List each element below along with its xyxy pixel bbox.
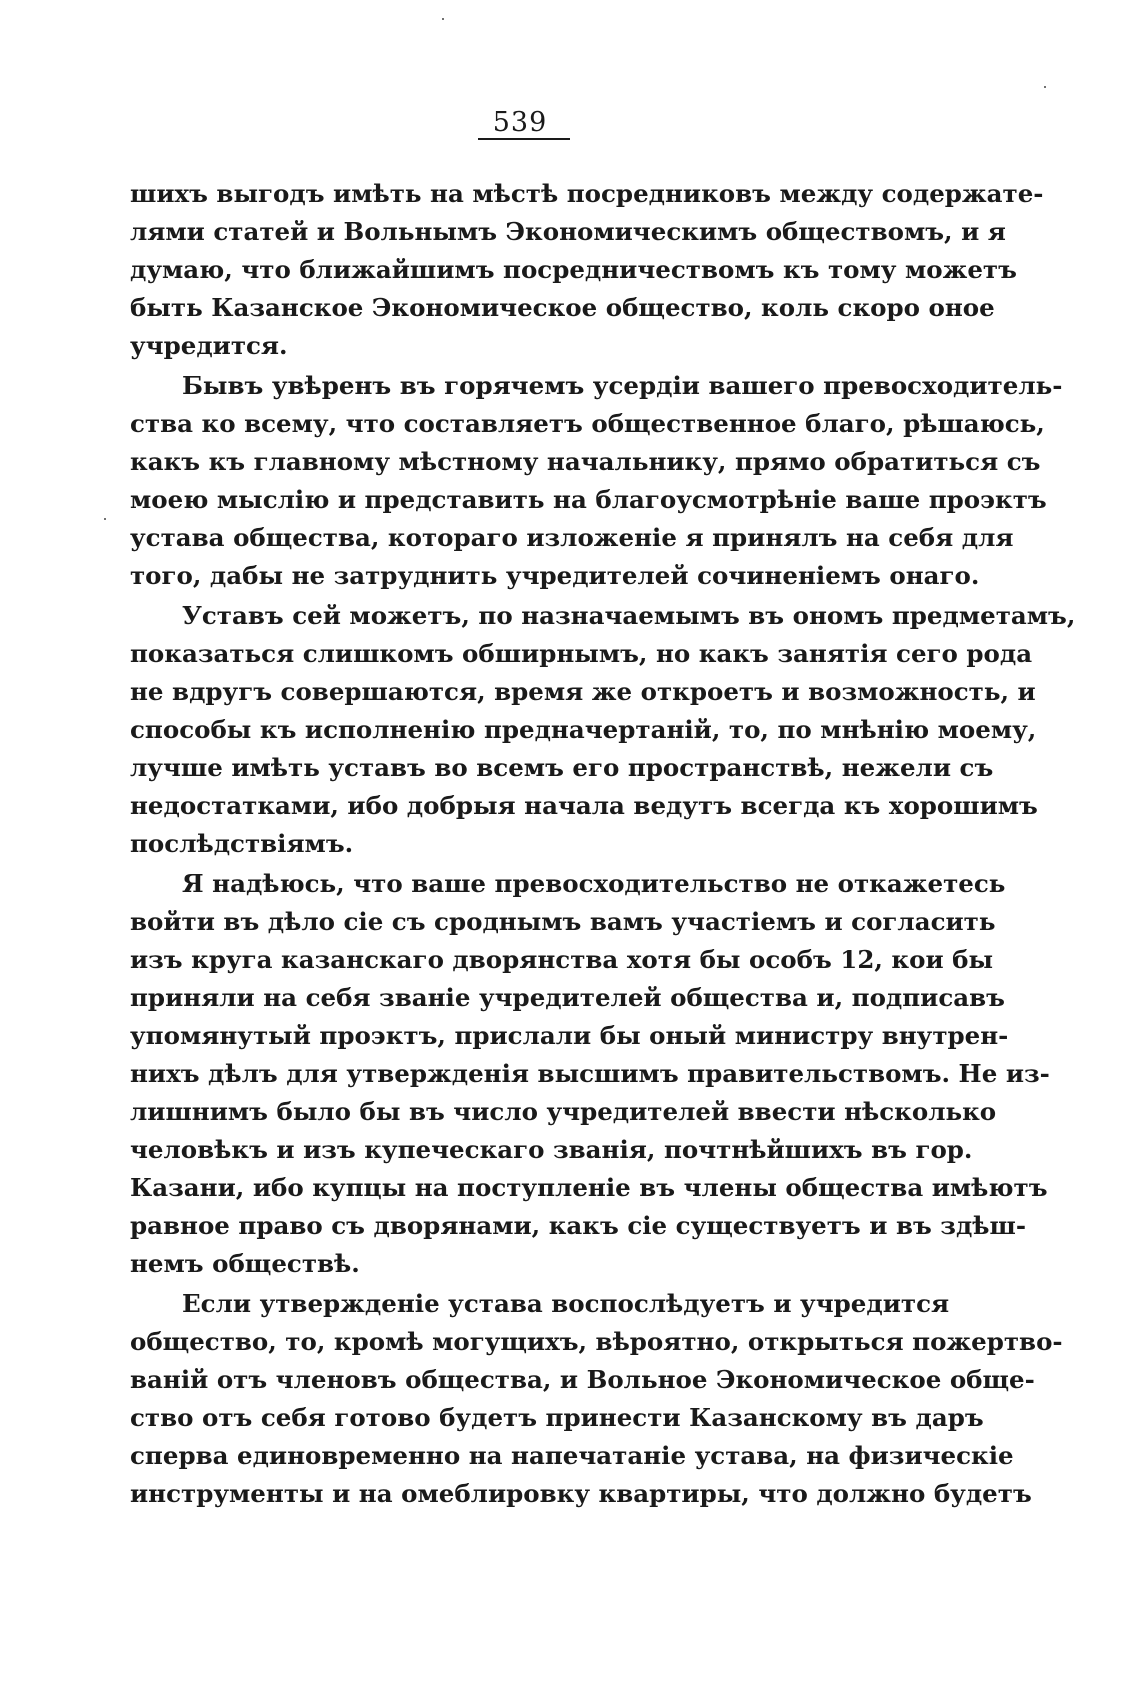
- text-line: способы къ исполненію предначертаній, то, по мнѣнію моему,: [130, 715, 1037, 744]
- text-line: сперва единовременно на напечатаніе устава, на физическіе: [130, 1441, 1014, 1470]
- scan-speck: [104, 518, 106, 520]
- text-line: показаться слишкомъ обширнымъ, но какъ занятія сего рода: [130, 639, 1033, 668]
- page-number: 539: [492, 107, 548, 138]
- text-line: недостатками, ибо добрыя начала ведутъ всегда къ хорошимъ: [130, 791, 1038, 820]
- text-line: лями статей и Вольнымъ Экономическимъ обществомъ, и я: [130, 217, 1006, 246]
- text-line: приняли на себя званіе учредителей общества и, подписавъ: [130, 983, 1005, 1012]
- text-line: изъ круга казанскаго дворянства хотя бы особъ 12, кои бы: [130, 945, 994, 974]
- text-line: думаю, что ближайшимъ посредничествомъ къ тому можетъ: [130, 255, 1017, 284]
- text-line: упомянутый проэктъ, прислали бы оный министру внутрен-: [130, 1021, 1009, 1050]
- text-line: общество, то, кромѣ могущихъ, вѣроятно, открыться пожертво-: [130, 1327, 1063, 1356]
- text-line: войти въ дѣло сіе съ сроднымъ вамъ участіемъ и согласить: [130, 907, 996, 936]
- scan-speck: [1044, 86, 1046, 88]
- paragraph-first-line: Уставъ сей можетъ, по назначаемымъ въ ономъ предметамъ,: [182, 601, 1076, 630]
- text-line: инструменты и на омеблировку квартиры, что должно будетъ: [130, 1479, 1032, 1508]
- text-line: того, дабы не затруднить учредителей сочиненіемъ онаго.: [130, 561, 980, 590]
- text-line: нихъ дѣлъ для утвержденія высшимъ правительствомъ. Не из-: [130, 1059, 1050, 1088]
- text-line: ство отъ себя готово будетъ принести Казанскому въ даръ: [130, 1403, 984, 1432]
- text-line: учредится.: [130, 331, 288, 360]
- text-line: равное право съ дворянами, какъ сіе существуетъ и въ здѣш-: [130, 1211, 1026, 1240]
- paragraph-first-line: Бывъ увѣренъ въ горячемъ усердіи вашего превосходитель-: [182, 371, 1063, 400]
- text-line: Казани, ибо купцы на поступленіе въ члены общества имѣютъ: [130, 1173, 1048, 1202]
- text-line: лучше имѣть уставъ во всемъ его пространствѣ, нежели съ: [130, 753, 994, 782]
- paragraph-first-line: Я надѣюсь, что ваше превосходительство не откажетесь: [182, 869, 1006, 898]
- text-line: быть Казанское Экономическое общество, коль скоро оное: [130, 293, 995, 322]
- body-text: [130, 175, 1076, 1513]
- text-line: человѣкъ и изъ купеческаго званія, почтнѣйшихъ въ гор.: [130, 1135, 973, 1164]
- paragraph-first-line: Если утвержденіе устава воспослѣдуетъ и учредится: [182, 1289, 950, 1318]
- text-line: какъ къ главному мѣстному начальнику, прямо обратиться съ: [130, 447, 1041, 476]
- text-line: устава общества, котораго изложеніе я принялъ на себя для: [130, 523, 1014, 552]
- text-line: моею мыслію и представить на благоусмотрѣніе ваше проэктъ: [130, 485, 1047, 514]
- text-line: лишнимъ было бы въ число учредителей ввести нѣсколько: [130, 1097, 997, 1126]
- text-line: ства ко всему, что составляетъ общественное благо, рѣшаюсь,: [130, 409, 1045, 438]
- text-line: не вдругъ совершаются, время же откроетъ и возможность, и: [130, 677, 1036, 706]
- page-number-rule: [478, 138, 570, 140]
- text-line: шихъ выгодъ имѣть на мѣстѣ посредниковъ между содержате-: [130, 179, 1044, 208]
- scan-speck: [442, 18, 444, 20]
- text-line: ваній отъ членовъ общества, и Вольное Экономическое обще-: [130, 1365, 1035, 1394]
- text-line: послѣдствіямъ.: [130, 829, 354, 858]
- text-line: немъ обществѣ.: [130, 1249, 360, 1278]
